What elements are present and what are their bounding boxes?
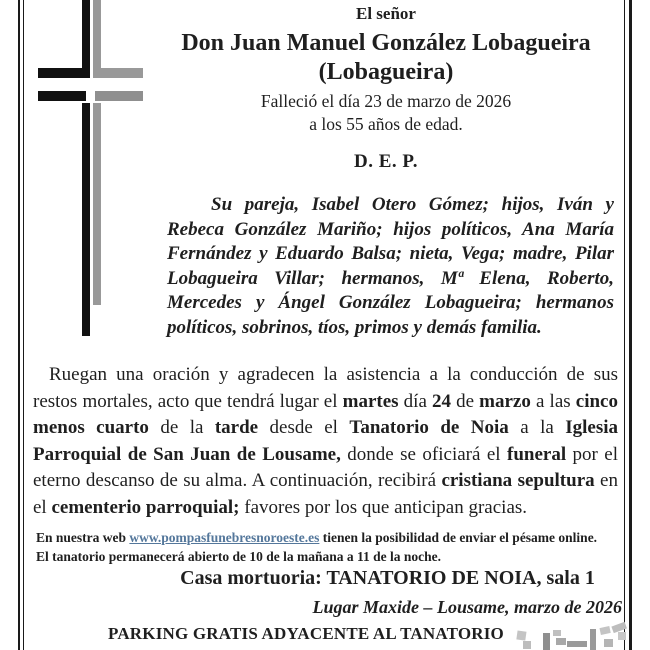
- funeral-home-logo-icon: [512, 615, 637, 650]
- family-paragraph: Su pareja, Isabel Otero Gómez; hijos, Iván y Rebeca González Mariño; hijos políticos, Ana María Fernández y Eduardo Balsa; nieta, Vega; madre, Pilar Lobagueira Villar; hermanos, Mª Elena, Roberto, Mercedes y Ángel González Lobagueira; hermanos políticos, sobrinos, tíos, primos y demás familia.: [167, 194, 614, 338]
- death-date-line: Falleció el día 23 de marzo de 2026: [260, 91, 512, 111]
- dep-abbreviation: D. E. P.: [353, 151, 418, 172]
- page-border-right-inner: [624, 0, 625, 650]
- deceased-name: Don Juan Manuel González Lobagueira: [181, 30, 591, 56]
- tanatorio-hours-note: El tanatorio permanecerá abierto de 10 de la mañana a 11 de la noche.: [36, 549, 441, 564]
- header-block: [155, 3, 617, 173]
- casa-mortuoria-line: Casa mortuoria: TANATORIO DE NOIA, sala 1: [180, 567, 595, 589]
- web-note-prefix: En nuestra web: [36, 530, 130, 545]
- pesame-website-link[interactable]: www.pompasfunebresnoroeste.es: [129, 530, 320, 545]
- page-border-right-outer: [629, 0, 632, 650]
- online-condolence-note: [36, 529, 618, 546]
- parking-note: PARKING GRATIS ADYACENTE AL TANATORIO: [108, 624, 504, 643]
- announcement-paragraph: Ruegan una oración y agradecen la asistencia a la conducción de sus restos mortales, acto que tendrá lugar el martes día 24 de marzo a las cinco menos cuarto de la tarde desde el Tanatorio de Noia a la Iglesia Parroquial de San Juan de Lousame, donde se oficiará el funeral por el eterno descanso de su alma. A continuación, recibirá cristiana sepultura en el cementerio parroquial; favores por los que anticipan gracias.: [33, 364, 619, 518]
- death-age-line: a los 55 años de edad.: [309, 114, 463, 134]
- deceased-alias: (Lobagueira): [318, 59, 454, 85]
- web-note-suffix: tienen la posibilidad de enviar el pésame online.: [319, 530, 598, 545]
- place-date-line: Lugar Maxide – Lousame, marzo de 2026: [312, 597, 622, 617]
- honorific: El señor: [356, 4, 416, 23]
- memorial-cross-icon: [0, 0, 150, 340]
